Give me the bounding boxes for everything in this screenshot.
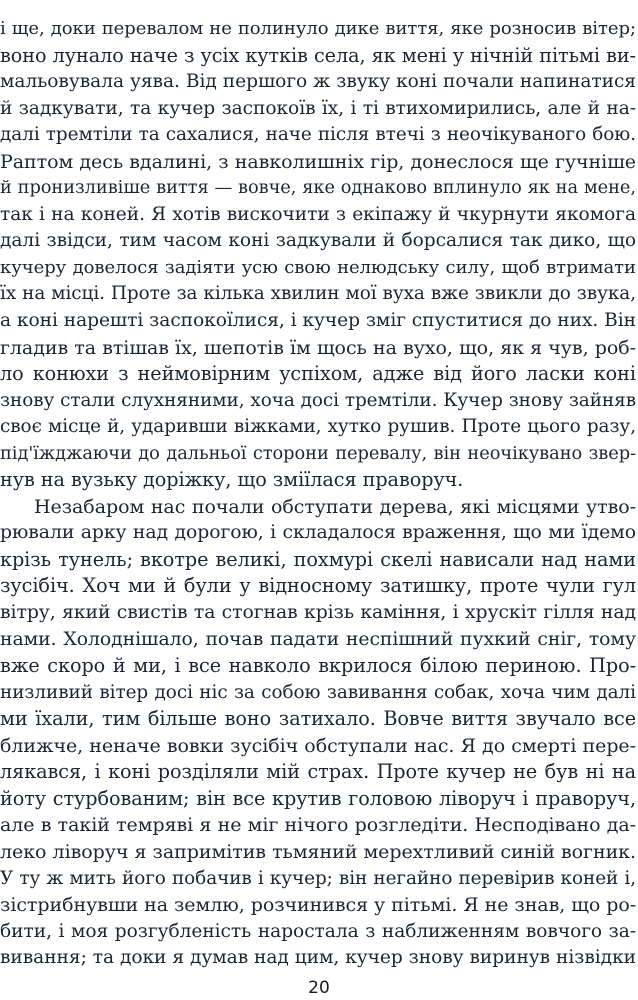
text-line: вітру, який свистів та стогнав крізь каміння, і хрускіт гілля над [0, 602, 636, 624]
text-line: під'їжджаючи до дальньої сторони перевалу, він неочікувано звер- [0, 442, 636, 464]
text-line: рювали арку над дорогою, і складалося враження, що ми їдемо [0, 522, 636, 544]
text-line: У ту ж мить його побачив і кучер; він негайно перевірив коней і, [0, 867, 636, 889]
text-line: леко ліворуч я запримітив тьмяний мерехтливий синій вогник. [0, 840, 636, 863]
text-line: знову стали слухняними, хоча досі тремтіли. Кучер знову зайняв [0, 389, 636, 411]
text-line: ми їхали, тим більше воно затихало. Вовче виття звучало все [0, 707, 636, 731]
text-line: їх на місці. Проте за кілька хвилин мої вуха вже звикли до звука, [0, 283, 636, 305]
text-line: вже скоро й ми, і все навколо вкрилося білою периною. Про- [0, 654, 636, 678]
text-line: й пронизливіше виття — вовче, яке однаково вплинуло як на мене, [0, 177, 636, 199]
text-line: лякався, і коні розділяли мій страх. Проте кучер не був ні на [0, 760, 636, 784]
text-line: далі звідси, тим часом коні задкували й борсалися так дико, що [0, 230, 636, 252]
text-line: але в такій темряві я не міг нічого розгледіти. Несподівано да- [0, 814, 636, 837]
text-line: мальовувала уява. Від першого ж звуку коні почали напинатися [0, 71, 636, 93]
text-line: бити, і моя розгубленість наростала з наближенням вовчого за- [0, 920, 636, 942]
text-line: зістрибнувши на землю, розчинився у пітьмі. Я не знав, що ро- [0, 894, 636, 917]
text-line: нув на вузьку доріжку, що зміїлася праворуч. [0, 468, 464, 492]
text-line: вивання; та доки я думав над цим, кучер знову виринув нізвідки [0, 947, 636, 969]
body-text [0, 16, 636, 972]
page-number: 20 [308, 978, 330, 998]
text-line: низливий вітер досі ніс за собою завивання собак, хоча чим далі [0, 681, 636, 703]
text-line: Раптом десь вдалині, з навколишніх гір, донеслося ще гучніше [0, 150, 636, 173]
text-line: йоту стурбованим; він все крутив головою ліворуч і праворуч, [0, 786, 636, 810]
text-line: так і на коней. Я хотів вискочити з екіпажу й чкурнути якомога [0, 203, 636, 225]
text-line: зусібіч. Хоч ми й були у відносному затишку, проте чули гул [0, 574, 636, 598]
text-line: й задкувати, та кучер заспокоїв їх, і ті втихомирились, але й на- [0, 97, 636, 119]
text-line: кучеру довелося задіяти усю свою нелюдську силу, щоб втримати [0, 256, 636, 278]
text-line: гладив та втішав їх, шепотів їм щось на вухо, що, як я чув, роб- [0, 336, 636, 359]
text-line: нами. Холоднішало, почав падати неспішний пухкий сніг, тому [0, 628, 636, 650]
text-line: ло конюхи з неймовірним успіхом, адже від його ласки коні [0, 362, 636, 386]
text-line: своє місце й, ударивши віжками, хутко рушив. Проте цього разу, [0, 416, 636, 438]
text-line: воно лунало наче з усіх кутків села, як мені у нічній пітьмі ви- [0, 43, 636, 67]
text-line: ближче, неначе вовки зусібіч обступали нас. Я до смерті пере- [0, 734, 636, 757]
text-line: крізь тунель; вкотре великі, похмурі скелі нависали над нами [0, 547, 636, 571]
text-line: і ще, доки перевалом не полинуло дике виття, яке розносив вітер; [0, 18, 636, 39]
text-line: далі тремтіли та сахалися, наче після втечі з неочікуваного бою. [0, 124, 636, 146]
text-line: Незабаром нас почали обступати дерева, які місцями утво- [34, 495, 636, 518]
text-line: а коні нарешті заспокоїлися, і кучер зміг спуститися до них. Він [0, 310, 636, 332]
